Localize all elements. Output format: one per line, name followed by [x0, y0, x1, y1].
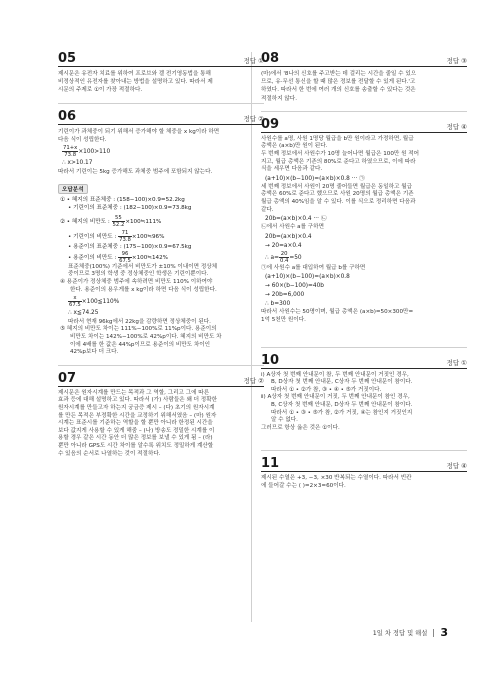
text-line: ⑤ 혜지의 비만도 차이는 111%−100%로 11%p이다. 용준이의 — [60, 326, 217, 333]
formula: ∴ b=300 — [265, 301, 291, 308]
answer-label: 정답 ① — [243, 57, 264, 65]
text-line: 그러므로 항상 옳은 것은 ①이다. — [261, 424, 340, 431]
explanation-text — [58, 70, 264, 95]
text-line: 제시문은 원자시계를 만드는 목적과 그 역할, 그리고 그에 따른 — [58, 389, 210, 396]
left-column — [58, 52, 264, 464]
question-05 — [58, 52, 264, 95]
answer-label: 정답 ③ — [446, 57, 467, 65]
text-line: 따라서 사원수는 50명이며, 월급 총액은 (a×b)=50×300만= — [261, 309, 414, 316]
fraction — [68, 295, 82, 308]
question-number: 07 — [58, 370, 77, 386]
text-line: 다음 식이 성립한다. — [58, 136, 107, 143]
text-line: 지고, 월급 총액은 기존의 80%로 준다고 하였으므로, 이에 따라 — [261, 158, 416, 165]
text-line: 따라서 현재 96kg에서 22kg을 감량하면 정상체중이 된다. — [68, 319, 211, 326]
answer-label: 정답 ④ — [446, 462, 467, 471]
formula — [68, 295, 264, 308]
text-line: 하였다. 따라서 한 번에 여러 개의 신호를 송출할 수 있다는 것은 — [261, 87, 416, 94]
numerator: 71 — [118, 230, 132, 237]
footer-separator — [433, 629, 434, 637]
text-line: 제시된 수열은 +3, −3, ×30 반복되는 수열이다. 따라서 빈칸 — [261, 475, 412, 482]
formula: (a+10)×(b−100)=(a×b)×0.8 ··· ㉠ — [265, 175, 365, 182]
question-number: 05 — [58, 51, 77, 66]
text-line: • 용준이의 비만도 : — [68, 254, 117, 261]
explanation-text — [58, 128, 264, 144]
formula-tail: ×100≒142% — [131, 254, 168, 261]
list-item — [60, 215, 264, 228]
answer-label: 정답 ② — [243, 376, 264, 385]
text-line: ㉡에서 사원수 a를 구하면 — [261, 224, 324, 231]
text-line: ④ 용준이가 정상체중 범주에 속하려면 비만도 110% 이하여야 — [60, 279, 213, 286]
question-header — [261, 457, 467, 472]
formula: → 60×(b−100)=40b — [265, 283, 324, 290]
text-line: 비정상적인 유전자를 찾아내는 방법을 설명하고 있다. 따라서 제 — [58, 79, 213, 86]
page-number: 3 — [440, 626, 448, 639]
explanation-text — [60, 326, 264, 356]
question-09 — [261, 118, 467, 325]
formula-tail: ×100>110 — [78, 149, 111, 156]
explanation-text — [261, 136, 467, 174]
text-line: 1억 5천만 원이다. — [261, 316, 306, 323]
explanation-text — [261, 475, 467, 490]
answer-label: 정답 ② — [243, 114, 264, 123]
text-line: 를 만든 목적은 부정확한 시간을 교정하기 위해서였음 – (마) 원자 — [58, 412, 217, 419]
text-line: B, C상자 첫 번째 안내문, D상자 두 번째 안내문이 참이다. — [271, 401, 413, 408]
explanation-text — [261, 70, 467, 103]
text-line: 중이므로 3명의 학생 중 정상체중인 학생은 기린이뿐이다. — [68, 271, 209, 278]
list-item: • 용준이의 표준체중 : (175−100)×0.9=67.5kg — [68, 243, 192, 250]
question-header — [261, 118, 467, 133]
denominator: 0.4 — [279, 257, 289, 264]
text-line: 한다. 용준이의 용우게를 x kg이라 하면 다음 식이 성립한다. — [70, 286, 217, 293]
formula: 20b=(a×b)×0.4 ··· ㉡ — [265, 216, 327, 223]
formula — [62, 145, 264, 158]
question-07 — [58, 372, 264, 458]
question-number: 08 — [261, 51, 280, 66]
question-11 — [261, 457, 467, 490]
text-line: • 기린이의 비만도 : — [68, 233, 117, 240]
text-line: 두 번째 정보에서 사원수가 10명 늘어나면 월급은 100만 원 적어 — [261, 151, 420, 157]
denominator: 52.2 — [112, 221, 125, 228]
text-line: 므로, 유·무선 통신을 할 때 많은 정보를 전달할 수 있게 된다.'고 — [261, 79, 416, 86]
fraction — [118, 251, 132, 264]
numerator: x — [68, 295, 82, 302]
text-line: ⅰ) A상자 첫 번째 안내문이 참, 두 번째 안내문이 거짓인 경우, — [261, 371, 409, 378]
fraction — [118, 230, 132, 243]
text-line: 시계는 표준시를 기준하는 역할을 할 뿐만 아니라 한정된 시간을 — [58, 420, 213, 427]
text-line: 총액은 (a×b)만 원이 된다. — [261, 143, 328, 150]
denominator: 67.5 — [119, 257, 131, 264]
text-line: 따라서 기린이는 5kg 증가해도 과체중 범주에 포함되지 않는다. — [58, 169, 213, 176]
question-number: 09 — [261, 116, 280, 132]
text-line: 시문의 주제로 ①이 가장 적절하다. — [58, 87, 143, 94]
page-footer — [373, 626, 448, 639]
text-line: 용할 경우 같은 시간 동안 더 많은 정보를 보낼 수 있게 됨 – (라) — [58, 435, 213, 442]
wrong-answer-analysis-badge: 오답분석 — [58, 184, 88, 194]
question-header — [261, 354, 467, 369]
explanation-text — [261, 184, 467, 214]
question-number: 11 — [261, 456, 280, 472]
answer-label: 정답 ① — [446, 358, 467, 367]
question-number: 10 — [261, 352, 280, 368]
formula: ∴ x≦74.25 — [68, 310, 99, 317]
text-line: 같다. — [261, 206, 274, 213]
list-item: • 기린이의 표준체중 : (182−100)×0.9=73.8kg — [68, 205, 192, 212]
text-line: ② • 혜지의 비만도 : — [60, 218, 110, 225]
text-line: 이에 4배를 한 값은 44%p이므로 용준이의 비만도 차이인 — [70, 341, 211, 348]
explanation-text — [60, 279, 264, 294]
separator — [261, 347, 467, 348]
formula-tail: ×100≒111% — [125, 218, 162, 225]
text-line: 따라서 ① • ③ • ⑤가 참, ②가 거짓, ④는 참인지 거짓인지 — [271, 409, 413, 416]
text-line: 수 있음의 순서로 나열하는 것이 적절하다. — [58, 450, 161, 457]
explanation-text — [261, 372, 467, 433]
explanation-text — [68, 264, 264, 279]
text-line: ㉠에 사원수 a를 대입하여 월급 b를 구하면 — [261, 264, 366, 271]
question-08 — [261, 52, 467, 103]
text-line: 비만도 차이는 142%−100%로 42%p이다. 혜지의 비만도 차 — [70, 334, 222, 340]
footer-label: 1일 차 정답 및 해설 — [372, 630, 428, 637]
fraction — [62, 145, 78, 158]
text-line: 원자시계를 만들고자 하는지 궁금증 제시 – (다) 초기의 원자시계 — [58, 404, 215, 411]
formula-prefix: ∴ a= — [265, 254, 279, 261]
question-header — [58, 372, 264, 387]
question-10 — [261, 354, 467, 433]
list-item: ① • 혜지의 표준체중 : (158−100)×0.9=52.2kg — [60, 197, 185, 204]
text-line: B, D상자 첫 번째 안내문, C상자 두 번째 안내문이 참이다. — [271, 379, 413, 386]
separator — [58, 365, 264, 366]
fraction — [279, 251, 289, 264]
explanation-text — [58, 390, 264, 458]
text-line: 사원수를 a명, 사원 1명당 월급을 b만 원이라고 가정하면, 월급 — [261, 135, 414, 142]
denominator: 73.8 — [64, 152, 77, 159]
text-line: 에 들어갈 수는 ( )=2×3=60이다. — [261, 482, 346, 489]
formula-tail: ×100≦110% — [81, 299, 120, 306]
formula: → 20=a×0.4 — [265, 242, 302, 249]
formula: → 20b=6,000 — [265, 292, 305, 299]
numerator: 20 — [280, 250, 288, 257]
text-line: 42%p보다 더 크다. — [70, 349, 119, 356]
text-line: 알 수 없다. — [271, 417, 298, 424]
text-line: 적절하지 않다. — [261, 95, 297, 102]
text-line: 월급 총액의 40%임을 알 수 있다. 이를 식으로 정리하면 다음과 — [261, 198, 416, 205]
formula: ∴ x>10.17 — [62, 160, 93, 167]
question-number: 06 — [58, 108, 77, 124]
list-item — [68, 230, 264, 243]
numerator: 96 — [118, 251, 132, 258]
formula: (a+10)×(b−100)=(a×b)×0.8 — [265, 274, 350, 281]
text-line: 보다 값지게 사용할 수 있게 해줌 – (나) 방송도 정밀한 시계를 이 — [58, 427, 215, 434]
text-line: 따라서 ① • ②가 참, ③ • ④ • ⑤가 거짓이다. — [271, 386, 382, 393]
question-header — [261, 52, 467, 67]
denominator: 73.8 — [119, 236, 131, 243]
question-header — [58, 110, 264, 125]
question-06 — [58, 110, 264, 357]
right-column — [261, 52, 467, 496]
explanation-text — [261, 309, 467, 324]
numerator: 71+x — [63, 145, 78, 152]
text-line: 세 번째 정보에서 사원이 20명 줄어들면 월급은 동일하고 월급 — [261, 183, 413, 190]
formula-tail: =50 — [289, 254, 302, 261]
text-line: (마)에서 '8나의 신호를 주고받는 데 걸리는 시간을 줄일 수 있으 — [261, 71, 417, 77]
fraction — [112, 215, 126, 228]
text-line: ⅱ) A상자 첫 번째 안내문이 거짓, 두 번째 안내문이 참인 경우, — [261, 394, 410, 401]
text-line: 총액은 60%로 준다고 했으므로 사원 20명의 월급 총액은 기존 — [261, 191, 414, 198]
formula — [265, 251, 467, 264]
text-line: 제시문은 유전자 치료를 위하여 프로브와 겔 전기영동법을 통해 — [58, 71, 211, 77]
text-line: 뿐만 아니라 GPS도 시간 차이를 알수록 위치도 정밀하게 계산할 — [58, 442, 214, 449]
formula-tail: ×100≒96% — [131, 233, 165, 240]
text-line: 효과 등에 대해 설명하고 있다. 따라서 (가) 사람들은 왜 더 정확한 — [58, 397, 218, 404]
formula: 20b=(a×b)×0.4 — [265, 233, 312, 240]
separator — [58, 103, 264, 104]
text-line: 표준체중(100%) 기준에서 비만도가 ±10% 이내이면 정상체 — [68, 263, 218, 270]
numerator: 55 — [112, 215, 126, 222]
separator — [261, 450, 467, 451]
denominator: 67.5 — [69, 302, 81, 309]
text-line: 기린이가 과체중이 되기 위해서 증가해야 할 체중을 x kg이라 하면 — [58, 128, 220, 135]
text-line: 식을 세우면 다음과 같다. — [261, 166, 323, 173]
answer-label: 정답 ④ — [446, 122, 467, 131]
separator — [261, 111, 467, 112]
list-item — [68, 251, 264, 264]
question-header — [58, 52, 264, 67]
